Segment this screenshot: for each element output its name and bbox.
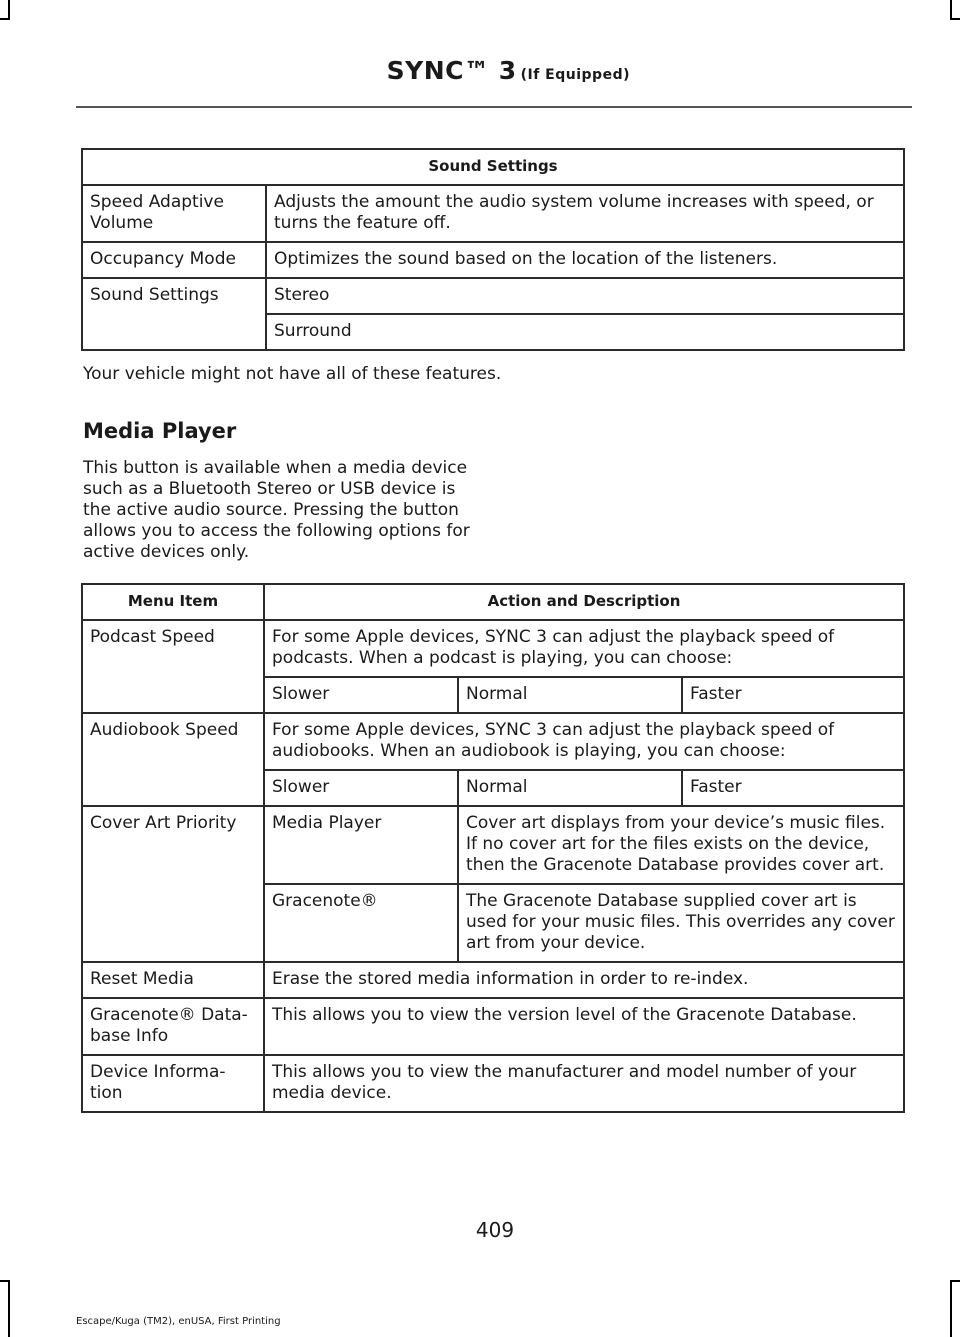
header-subtitle: (If Equipped): [520, 67, 630, 83]
crop-mark: [950, 1280, 960, 1282]
column-header: Menu Item: [82, 584, 264, 620]
page-footer: Escape/Kuga (TM2), enUSA, First Printing: [76, 1316, 281, 1327]
table-row: [82, 713, 904, 770]
page-number: 409: [475, 1218, 515, 1242]
table-row: [82, 998, 904, 1055]
option-cell: Media Player: [264, 806, 458, 884]
row-label: Device Informa-tion: [82, 1055, 264, 1112]
option-description: Cover art displays from your device’s music files. If no cover art for the files exists on the device, then the Gracenote Database provides cover art.: [458, 806, 904, 884]
row-description: Erase the stored media information in order to re-index.: [264, 962, 904, 998]
row-description: This allows you to view the manufacturer and model number of your media device.: [264, 1055, 904, 1112]
row-label: Reset Media: [82, 962, 264, 998]
option-cell: Slower: [264, 677, 458, 713]
row-label: Gracenote® Data-base Info: [82, 998, 264, 1055]
crop-mark: [950, 1280, 952, 1337]
option-cell: Normal: [458, 677, 682, 713]
row-label: Occupancy Mode: [82, 242, 266, 278]
media-player-table: [81, 583, 905, 1113]
option-cell: Gracenote®: [264, 884, 458, 962]
option-cell: Normal: [458, 770, 682, 806]
availability-note: Your vehicle might not have all of these features.: [83, 364, 502, 384]
row-label: Sound Settings: [82, 278, 266, 350]
crop-mark: [8, 1280, 10, 1337]
row-option: Stereo: [266, 278, 904, 314]
row-label: Speed Adaptive Volume: [82, 185, 266, 242]
table-row: [82, 242, 904, 278]
row-description: This allows you to view the version level of the Gracenote Database.: [264, 998, 904, 1055]
option-cell: Faster: [682, 770, 904, 806]
crop-mark: [0, 18, 10, 20]
page-header: [387, 56, 630, 85]
section-intro: This button is available when a media device such as a Bluetooth Stereo or USB device is the active audio source. Pressing the button allows you to access the following options for active devices only.: [83, 458, 470, 562]
table-row: [82, 185, 904, 242]
option-cell: Slower: [264, 770, 458, 806]
row-option: Surround: [266, 314, 904, 350]
header-divider: [76, 106, 912, 108]
crop-mark: [950, 18, 960, 20]
crop-mark: [950, 0, 952, 20]
table-row: [82, 806, 904, 884]
row-description: Optimizes the sound based on the location of the listeners.: [266, 242, 904, 278]
option-description: The Gracenote Database supplied cover art is used for your music files. This overrides any cover art from your device.: [458, 884, 904, 962]
column-header: Action and Description: [264, 584, 904, 620]
crop-mark: [0, 1280, 10, 1282]
table-heading: Sound Settings: [82, 149, 904, 185]
row-label: Podcast Speed: [82, 620, 264, 713]
row-label: Cover Art Priority: [82, 806, 264, 962]
crop-mark: [8, 0, 10, 20]
row-description: For some Apple devices, SYNC 3 can adjust the playback speed of podcasts. When a podcast is playing, you can choose:: [264, 620, 904, 677]
section-title: Media Player: [83, 419, 237, 443]
table-row: [82, 278, 904, 314]
table-row: [82, 620, 904, 677]
row-description: Adjusts the amount the audio system volume increases with speed, or turns the feature off.: [266, 185, 904, 242]
table-row: [82, 1055, 904, 1112]
option-cell: Faster: [682, 677, 904, 713]
header-title: SYNC™ 3: [386, 56, 517, 85]
row-description: For some Apple devices, SYNC 3 can adjust the playback speed of audiobooks. When an audiobook is playing, you can choose:: [264, 713, 904, 770]
table-row: [82, 962, 904, 998]
sound-settings-table: [81, 148, 905, 351]
row-label: Audiobook Speed: [82, 713, 264, 806]
